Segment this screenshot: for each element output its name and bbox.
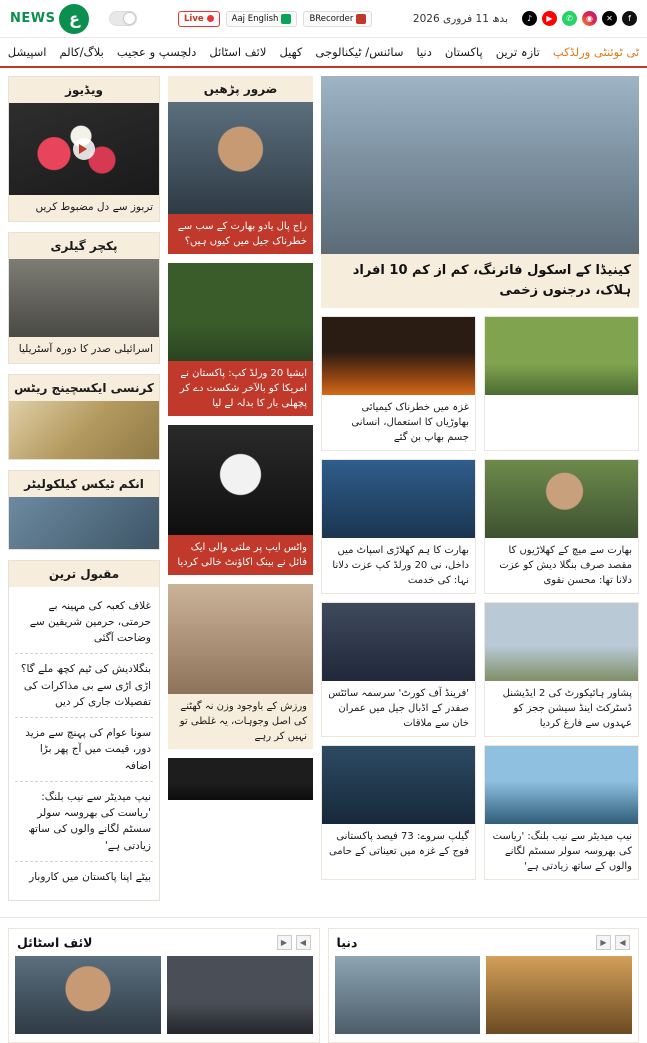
story-image: [322, 460, 475, 538]
section-lifestyle: [8, 928, 320, 1043]
story-card[interactable]: [484, 459, 639, 594]
top-chips: [178, 11, 372, 27]
aaj-english-link[interactable]: [226, 11, 298, 27]
nav-item-science-tech[interactable]: سائنس/ ٹیکنالوجی: [315, 45, 404, 59]
must-read-item[interactable]: [168, 102, 313, 254]
story-image: [485, 746, 638, 824]
section-world-title: دنیا: [336, 935, 358, 951]
toggle-knob: [124, 13, 135, 24]
must-read-caption: ورزش کے باوجود وزن نہ گھٹنے کی اصل وجوہات، یہ غلطی تو نہیں کر رہے: [168, 694, 313, 749]
must-read-caption: راج پال یادو بھارت کے سب سے خطرناک جیل میں کیوں ہیں؟: [168, 214, 313, 254]
brecorder-icon: [356, 14, 366, 24]
nav-item-lifestyle[interactable]: لائف اسٹائل: [209, 45, 267, 59]
list-item[interactable]: سونا عوام کی پہنچ سے مزید دور، قیمت میں آج پھر بڑا اضافہ: [15, 718, 153, 782]
story-image: [485, 460, 638, 538]
story-card[interactable]: [321, 745, 476, 880]
must-read-heading: ضرور پڑھیں: [168, 76, 313, 102]
bottom-sections: [0, 917, 647, 1043]
x-icon[interactable]: ✕: [602, 11, 617, 26]
site-logo[interactable]: [10, 4, 89, 34]
must-read-caption: واٹس ایپ پر ملتی والی ایک فائل نے بینک اکاؤنٹ خالی کردیا: [168, 535, 313, 575]
popular-widget: [8, 560, 160, 902]
nav-item-special[interactable]: اسپیشل: [7, 45, 47, 59]
featured-column: [321, 76, 639, 880]
list-item[interactable]: بنگلادیش کی ٹیم کچھ ملے گا؟ اڑی اڑی سے بی مذاکرات کی تفصیلات جاری کر دیں: [15, 654, 153, 718]
story-image: [322, 317, 475, 395]
popular-heading: مقبول ترین: [9, 561, 159, 587]
must-read-image: [168, 758, 313, 800]
videos-thumbnail[interactable]: [9, 103, 159, 195]
must-read-image: [168, 425, 313, 535]
live-dot-icon: [207, 15, 214, 22]
brecorder-link[interactable]: [303, 11, 372, 27]
nav-item-latest[interactable]: تازہ ترین: [495, 45, 540, 59]
tax-calculator-widget[interactable]: [8, 470, 160, 550]
gallery-thumbnail[interactable]: [9, 259, 159, 337]
section-lifestyle-body: [9, 956, 319, 1042]
section-world-body: [329, 956, 639, 1042]
story-image: [485, 603, 638, 681]
next-arrow-icon[interactable]: ▶: [596, 935, 611, 950]
brecorder-label: BRecorder: [309, 13, 354, 24]
gallery-heading: پکچر گیلری: [9, 233, 159, 259]
aaj-logo-icon: ع: [59, 4, 89, 34]
section-lifestyle-image[interactable]: [167, 956, 313, 1034]
prev-arrow-icon[interactable]: ◀: [296, 935, 311, 950]
must-read-item[interactable]: [168, 758, 313, 800]
must-read-item[interactable]: [168, 584, 313, 749]
list-item[interactable]: غلاف کعبہ کی مہینہ بے حرمتی، حرمین شریفین سے وضاحت آگئی: [15, 591, 153, 655]
whatsapp-icon[interactable]: ✆: [562, 11, 577, 26]
must-read-image: [168, 584, 313, 694]
section-world-arrows: [596, 935, 630, 950]
tax-heading: انکم ٹیکس کیلکولیٹر: [9, 471, 159, 497]
must-read-image: [168, 263, 313, 361]
nav-item-odd[interactable]: دلچسپ و عجیب: [116, 45, 197, 59]
story-grid: [321, 316, 639, 880]
section-world: [328, 928, 640, 1043]
currency-widget[interactable]: [8, 374, 160, 460]
lead-story-headline: کینیڈا کے اسکول فائرنگ، کم از کم 10 افراد ہلاک، درجنوں زخمی: [321, 254, 639, 308]
live-label: Live: [184, 13, 204, 24]
currency-heading: کرنسی ایکسچینج ریٹس: [9, 375, 159, 401]
section-world-header: [329, 929, 639, 956]
sidebar-column: [8, 76, 160, 911]
videos-widget: [8, 76, 160, 222]
story-card[interactable]: [321, 316, 476, 451]
story-image: [322, 746, 475, 824]
section-world-image[interactable]: [335, 956, 481, 1034]
must-read-item[interactable]: [168, 263, 313, 416]
must-read-caption: ایشیا 20 ورلڈ کپ: پاکستان نے امریکا کو بالآخر شکست دے کر پچھلی بار کا بدلہ لے لیا: [168, 361, 313, 416]
story-headline: بھارت کا ہم کھلاڑی اسپاٹ میں داخل، نی 20 ورلڈ کپ عزت دلانا نہا: کی خدمت: [322, 538, 475, 593]
story-card[interactable]: [321, 602, 476, 737]
must-read-image: [168, 102, 313, 214]
story-headline: گیلپ سروے: 73 فیصد پاکستانی فوج کے غزہ میں تعیناتی کے حامی: [322, 824, 475, 864]
story-card[interactable]: [484, 316, 639, 451]
story-card[interactable]: [321, 459, 476, 594]
facebook-icon[interactable]: f: [622, 11, 637, 26]
nav-item-sports[interactable]: کھیل: [279, 45, 303, 59]
story-card[interactable]: [484, 745, 639, 880]
instagram-icon[interactable]: ◉: [582, 11, 597, 26]
section-lifestyle-arrows: [277, 935, 311, 950]
nav-item-worldcup[interactable]: ٹی ٹوئنٹی ورلڈکپ: [552, 45, 640, 59]
currency-image: [9, 401, 159, 459]
section-lifestyle-header: [9, 929, 319, 956]
videos-caption: تربوز سے دل مضبوط کریں: [9, 195, 159, 221]
story-headline: نیپ میدیٹر سے نیب بلنگ: 'ریاست کی بھروسہ سولر سسٹم لگانے والوں کے ساتھ زیادتی ہے': [485, 824, 638, 879]
videos-heading: ویڈیوز: [9, 77, 159, 103]
popular-list: [9, 587, 159, 901]
picture-gallery-widget: [8, 232, 160, 364]
top-bar: [0, 0, 647, 38]
gallery-caption: اسرائیلی صدر کا دورہ آسٹریلیا: [9, 337, 159, 363]
section-lifestyle-title: لائف اسٹائل: [17, 935, 93, 951]
list-item[interactable]: نیپ میدیٹر سے نیب بلنگ: 'ریاست کی بھروسہ سولر سسٹم لگانے والوں کی ساتھ زیادتی ہے': [15, 782, 153, 862]
must-read-item[interactable]: [168, 425, 313, 575]
prev-arrow-icon[interactable]: ◀: [615, 935, 630, 950]
story-headline: غزہ میں خطرناک کیمیائی بھاوڑیاں کا استعمال، انسانی جسم بھاپ بن گئے: [322, 395, 475, 450]
story-card[interactable]: [484, 602, 639, 737]
next-arrow-icon[interactable]: ▶: [277, 935, 292, 950]
main-content: [0, 68, 647, 911]
aaj-english-icon: [281, 14, 291, 24]
list-item[interactable]: بیٹے اپنا پاکستان میں کاروبار: [29, 870, 151, 883]
main-nav: [0, 38, 647, 68]
story-headline: بھارت سے میچ کے کھلاڑیوں کا مقصد صرف بنگلا دیش کو عزت دلانا تھا: محسن نقوی: [485, 538, 638, 593]
aaj-english-label: Aaj English: [231, 13, 279, 24]
dark-mode-toggle[interactable]: [109, 11, 137, 26]
youtube-icon[interactable]: ▶: [542, 11, 557, 26]
story-headline: پشاور ہائیکورٹ کی 2 ایڈیشنل ڈسٹرکٹ اینڈ سیشن ججز کو عہدوں سے فارغ کردیا: [485, 681, 638, 736]
lead-story-image: [321, 76, 639, 254]
tiktok-icon[interactable]: ♪: [522, 11, 537, 26]
nav-item-world[interactable]: دنیا: [416, 45, 432, 59]
social-links: [522, 11, 637, 26]
story-headline: [485, 395, 638, 405]
section-world-image[interactable]: [486, 956, 632, 1034]
current-date: بدھ 11 فروری 2026: [412, 12, 508, 25]
story-headline: 'فرینڈ آف کورٹ' سرسمہ سائٹس صفدر کے اڈبال جیل میں عمران خان سے ملاقات: [322, 681, 475, 736]
section-lifestyle-image[interactable]: [15, 956, 161, 1034]
tax-image: [9, 497, 159, 549]
nav-item-blog[interactable]: بلاگ/کالم: [59, 45, 104, 59]
must-read-column: [168, 76, 313, 809]
story-image: [485, 317, 638, 395]
lead-story[interactable]: [321, 76, 639, 308]
story-image: [322, 603, 475, 681]
nav-item-pakistan[interactable]: پاکستان: [444, 45, 483, 59]
play-icon[interactable]: [73, 138, 95, 160]
brand-name: NEWS: [10, 11, 56, 26]
live-button[interactable]: [178, 11, 220, 27]
